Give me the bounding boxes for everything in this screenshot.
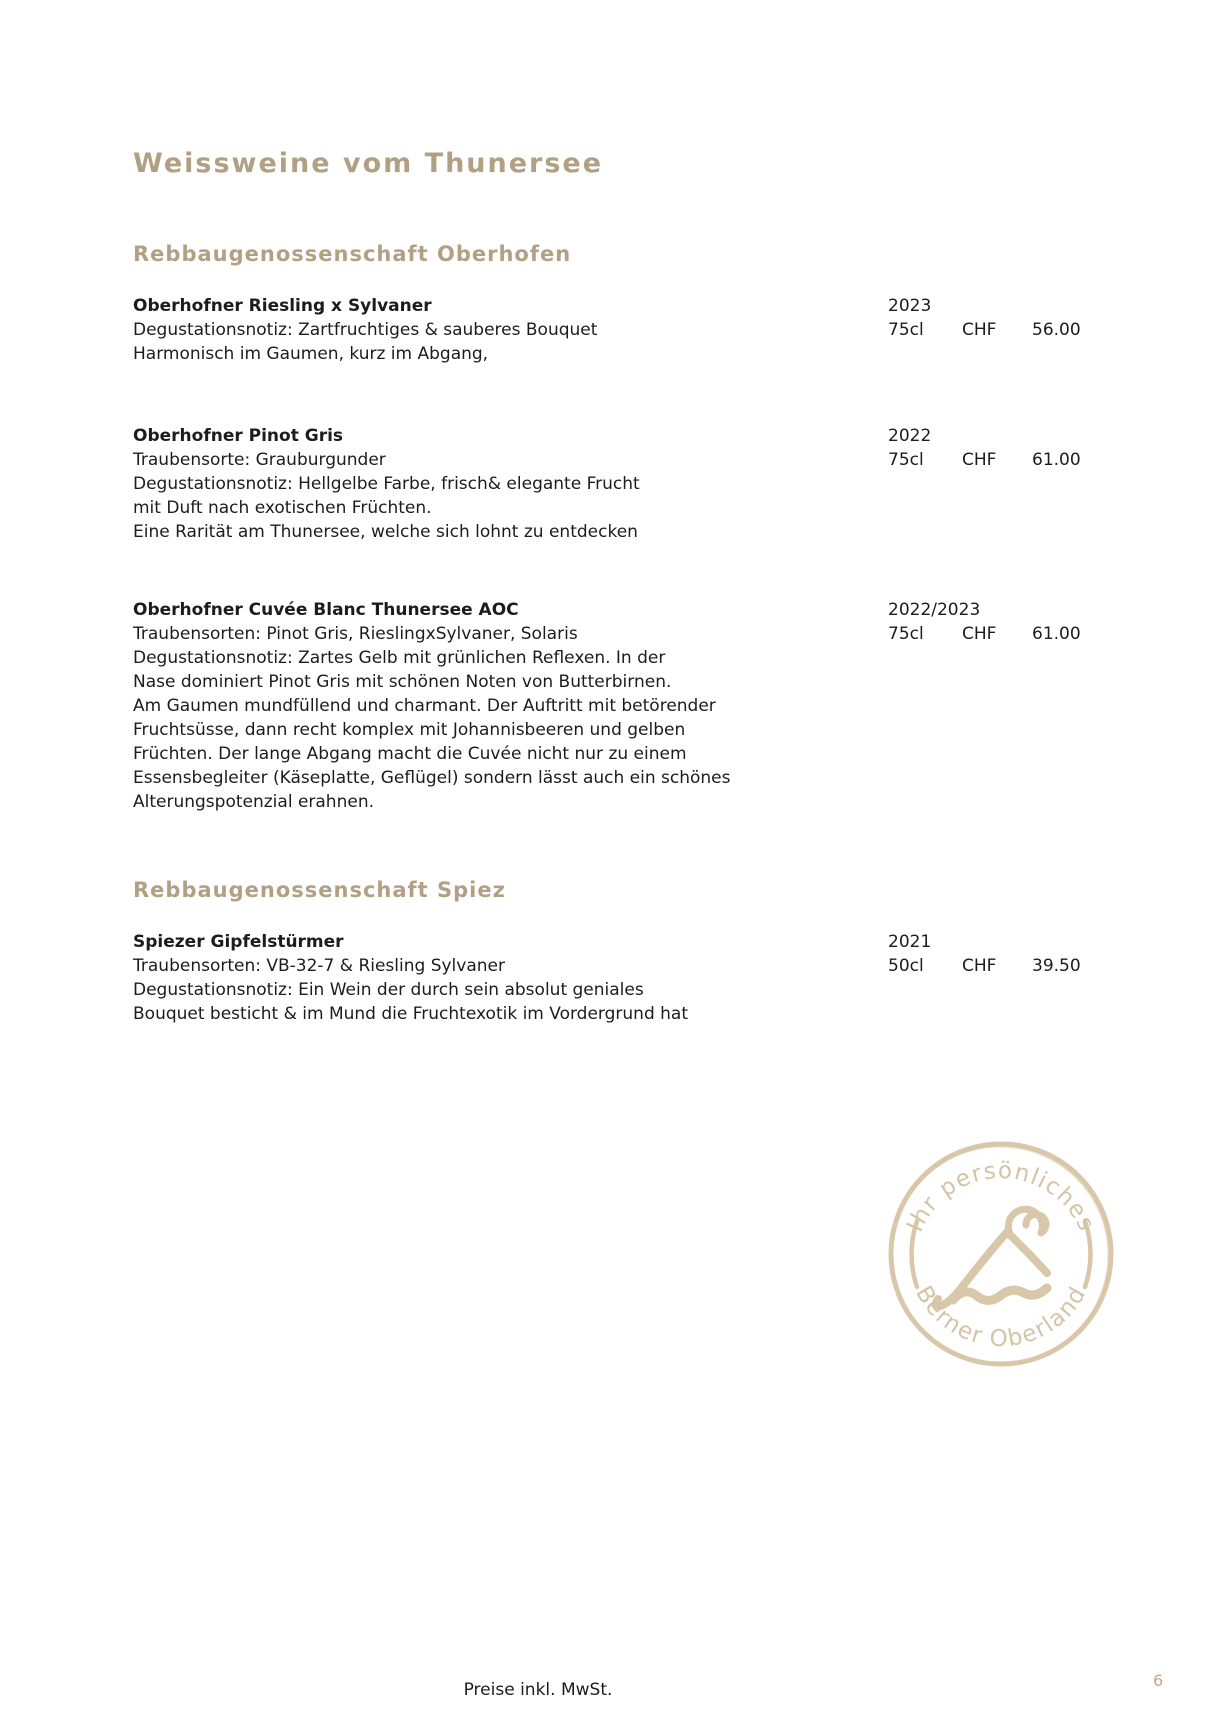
wine-details — [133, 424, 833, 544]
page-number: 6 — [1153, 1671, 1164, 1690]
wine-description-line: Eine Rarität am Thunersee, welche sich lohnt zu entdecken — [133, 522, 638, 542]
price-value: 56.00 — [1032, 320, 1081, 340]
wine-description-line: Früchten. Der lange Abgang macht die Cuvée nicht nur zu einem — [133, 744, 687, 764]
wine-pricing — [888, 294, 1093, 342]
wine-description-line: Fruchtsüsse, dann recht komplex mit Johannisbeeren und gelben — [133, 720, 686, 740]
wine-name: Oberhofner Pinot Gris — [133, 426, 344, 446]
wine-pricing — [888, 598, 1093, 646]
bottle-size: 75cl — [888, 624, 924, 644]
wine-price-row — [888, 448, 1093, 472]
price-value: 39.50 — [1032, 956, 1081, 976]
wine-price-row — [888, 954, 1093, 978]
wine-price-row — [888, 622, 1093, 646]
wine-vintage: 2022 — [888, 426, 932, 446]
wine-description-line: Degustationsnotiz: Hellgelbe Farbe, frisch& elegante Frucht — [133, 474, 640, 494]
wine-details — [133, 294, 833, 366]
wine-description-line: Degustationsnotiz: Zartes Gelb mit grünlichen Reflexen. In der — [133, 648, 666, 668]
wine-details — [133, 598, 833, 814]
stamp-top-text: Ihr persönliches — [902, 1157, 1100, 1236]
berner-oberland-stamp — [883, 1136, 1119, 1372]
wine-entry-pinot-gris — [133, 424, 1093, 544]
wine-description-line: Degustationsnotiz: Ein Wein der durch sein absolut geniales — [133, 980, 644, 1000]
wine-details — [133, 930, 833, 1026]
price-value: 61.00 — [1032, 450, 1081, 470]
currency-label: CHF — [962, 450, 997, 470]
wine-pricing — [888, 930, 1093, 978]
page-content — [133, 150, 1093, 1026]
stamp-bottom-text: Berner Oberland — [910, 1281, 1092, 1353]
wine-description-line: Traubensorten: Pinot Gris, RieslingxSylvaner, Solaris — [133, 624, 578, 644]
wine-description-line: Harmonisch im Gaumen, kurz im Abgang, — [133, 344, 489, 364]
wine-vintage: 2023 — [888, 296, 932, 316]
price-value: 61.00 — [1032, 624, 1081, 644]
wine-description-line: Traubensorten: VB-32-7 & Riesling Sylvaner — [133, 956, 505, 976]
bottle-size: 75cl — [888, 450, 924, 470]
currency-label: CHF — [962, 624, 997, 644]
wine-description-line: Traubensorte: Grauburgunder — [133, 450, 386, 470]
wine-description-line: Nase dominiert Pinot Gris mit schönen Noten von Butterbirnen. — [133, 672, 672, 692]
wine-name: Oberhofner Riesling x Sylvaner — [133, 296, 432, 316]
mountain-sun-lake-icon — [936, 1209, 1047, 1306]
wine-description-line: Essensbegleiter (Käseplatte, Geflügel) sondern lässt auch ein schönes — [133, 768, 731, 788]
wine-vintage: 2021 — [888, 932, 932, 952]
wine-description-line: Degustationsnotiz: Zartfruchtiges & sauberes Bouquet — [133, 320, 598, 340]
wine-entry-cuvee-blanc — [133, 598, 1093, 814]
footer-note: Preise inkl. MwSt. — [463, 1680, 613, 1700]
wine-price-row — [888, 318, 1093, 342]
section-heading-spiez: Rebbaugenossenschaft Spiez — [133, 878, 506, 902]
bottle-size: 50cl — [888, 956, 924, 976]
wine-description-line: Am Gaumen mundfüllend und charmant. Der Auftritt mit betörender — [133, 696, 716, 716]
wine-name: Spiezer Gipfelstürmer — [133, 932, 344, 952]
stamp-graphic — [883, 1136, 1119, 1372]
wine-description-line: mit Duft nach exotischen Früchten. — [133, 498, 432, 518]
wine-pricing — [888, 424, 1093, 472]
wine-description-line: Alterungspotenzial erahnen. — [133, 792, 374, 812]
bottle-size: 75cl — [888, 320, 924, 340]
wine-entry-riesling-sylvaner — [133, 294, 1093, 366]
currency-label: CHF — [962, 320, 997, 340]
wine-description-line: Bouquet besticht & im Mund die Fruchtexotik im Vordergrund hat — [133, 1004, 688, 1024]
currency-label: CHF — [962, 956, 997, 976]
wine-vintage: 2022/2023 — [888, 600, 981, 620]
page-title: Weissweine vom Thunersee — [133, 148, 604, 179]
section-heading-oberhofen: Rebbaugenossenschaft Oberhofen — [133, 242, 572, 266]
wine-name: Oberhofner Cuvée Blanc Thunersee AOC — [133, 600, 519, 620]
wine-entry-gipfelstuermer — [133, 930, 1093, 1026]
